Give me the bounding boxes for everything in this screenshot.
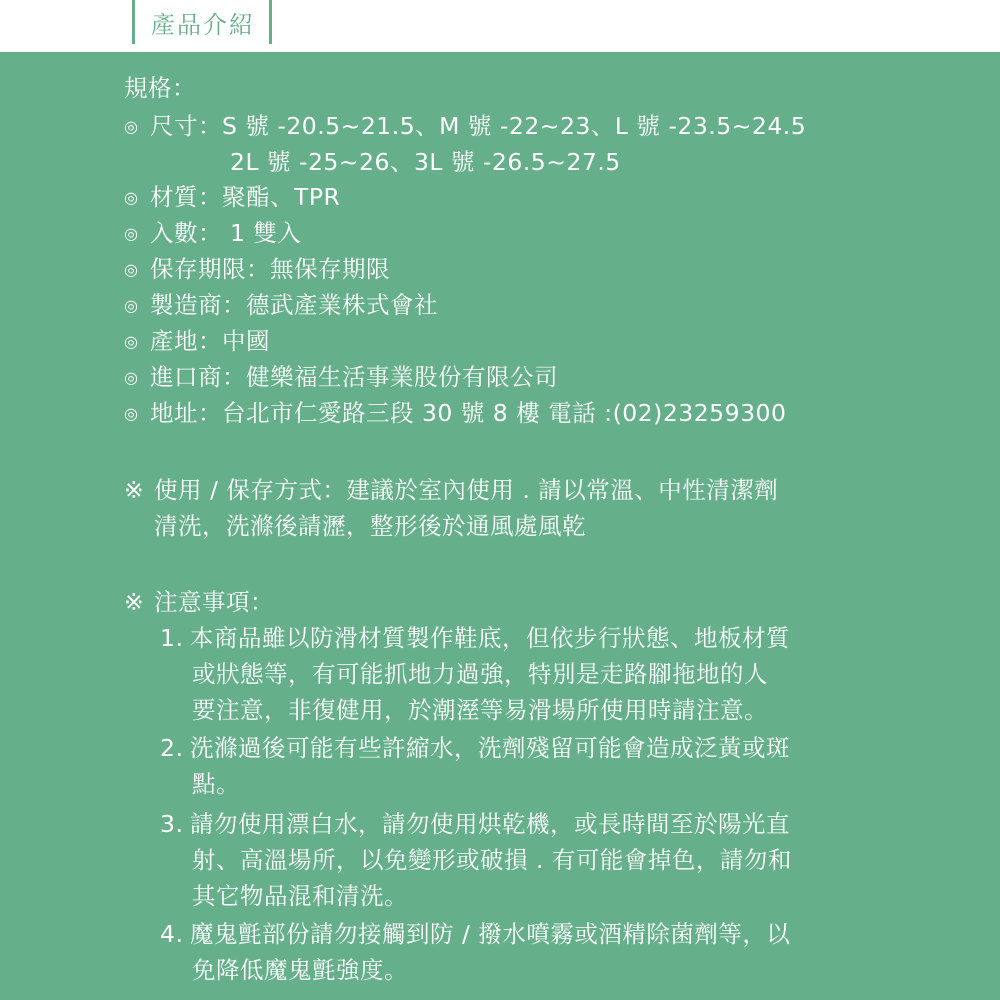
reference-mark-icon: ※ [124, 588, 145, 616]
specs-heading: 規格： [124, 74, 196, 102]
note-4-line-2: 免降低魔鬼氈強度。 [192, 956, 408, 984]
spec-shelf-life [124, 251, 390, 288]
spec-material-text: 材質：聚酯、TPR [150, 183, 341, 211]
spec-size-text: 尺寸：S 號 -20.5~21.5、M 號 -22~23、L 號 -23.5~24.5 [150, 112, 807, 140]
section-title: 產品介紹 [132, 0, 272, 44]
bullet-icon: ◎ [124, 260, 139, 279]
note-1-line-3: 要注意，非復健用，於潮溼等易滑場所使用時請注意。 [192, 696, 768, 724]
note-number: 4. [160, 920, 184, 948]
reference-mark-icon: ※ [124, 476, 145, 504]
spec-manufacturer-text: 製造商：德武產業株式會社 [150, 291, 438, 319]
bullet-icon: ◎ [124, 117, 139, 136]
spec-manufacturer [124, 287, 438, 324]
note-2-line-2: 點。 [192, 770, 240, 798]
note-3-line-1 [160, 806, 790, 842]
note-text: 魔鬼氈部份請勿接觸到防 / 撥水噴霧或酒精除菌劑等，以 [190, 920, 791, 948]
bullet-icon: ◎ [124, 224, 139, 243]
note-2-line-1 [160, 730, 790, 766]
note-number: 3. [160, 810, 184, 838]
note-3-line-3: 其它物品混和清洗。 [192, 882, 408, 910]
note-4-line-1 [160, 916, 790, 952]
spec-size [124, 108, 806, 145]
note-number: 1. [160, 624, 184, 652]
bullet-icon: ◎ [124, 404, 139, 423]
notes-heading [124, 584, 274, 620]
spec-origin [124, 323, 270, 360]
header-bar [0, 0, 1000, 52]
notes-heading-text: 注意事項： [154, 588, 274, 616]
bullet-icon: ◎ [124, 188, 139, 207]
note-text: 本商品雖以防滑材質製作鞋底，但依步行狀態、地板材質 [190, 624, 790, 652]
note-text: 請勿使用漂白水，請勿使用烘乾機，或長時間至於陽光直 [190, 810, 790, 838]
usage-text-1: 使用 / 保存方式：建議於室內使用 . 請以常溫、中性清潔劑 [154, 476, 779, 504]
spec-shelf-life-text: 保存期限：無保存期限 [150, 255, 390, 283]
bullet-icon: ◎ [124, 368, 139, 387]
spec-quantity-text: 入數： 1 雙入 [150, 219, 302, 247]
note-1-line-2: 或狀態等，有可能抓地力過強，特別是走路腳拖地的人 [192, 660, 768, 688]
note-3-line-2: 射、高溫場所，以免變形或破損 . 有可能會掉色，請勿和 [192, 846, 792, 874]
spec-address-text: 地址：台北市仁愛路三段 30 號 8 樓 電話 :(02)23259300 [150, 399, 787, 427]
spec-importer [124, 359, 558, 396]
spec-origin-text: 產地：中國 [150, 327, 270, 355]
spec-size-continued: 2L 號 -25~26、3L 號 -26.5~27.5 [230, 148, 621, 176]
bullet-icon: ◎ [124, 332, 139, 351]
usage-line-1 [124, 472, 778, 508]
spec-material [124, 179, 340, 216]
product-info [0, 52, 1000, 1000]
spec-address [124, 395, 786, 432]
bullet-icon: ◎ [124, 296, 139, 315]
note-1-line-1 [160, 620, 790, 656]
usage-line-2: 清洗，洗滌後請瀝，整形後於通風處風乾 [154, 512, 586, 540]
note-number: 2. [160, 734, 184, 762]
spec-quantity [124, 215, 301, 252]
spec-importer-text: 進口商：健樂福生活事業股份有限公司 [150, 363, 558, 391]
note-text: 洗滌過後可能有些許縮水，洗劑殘留可能會造成泛黃或斑 [190, 734, 790, 762]
